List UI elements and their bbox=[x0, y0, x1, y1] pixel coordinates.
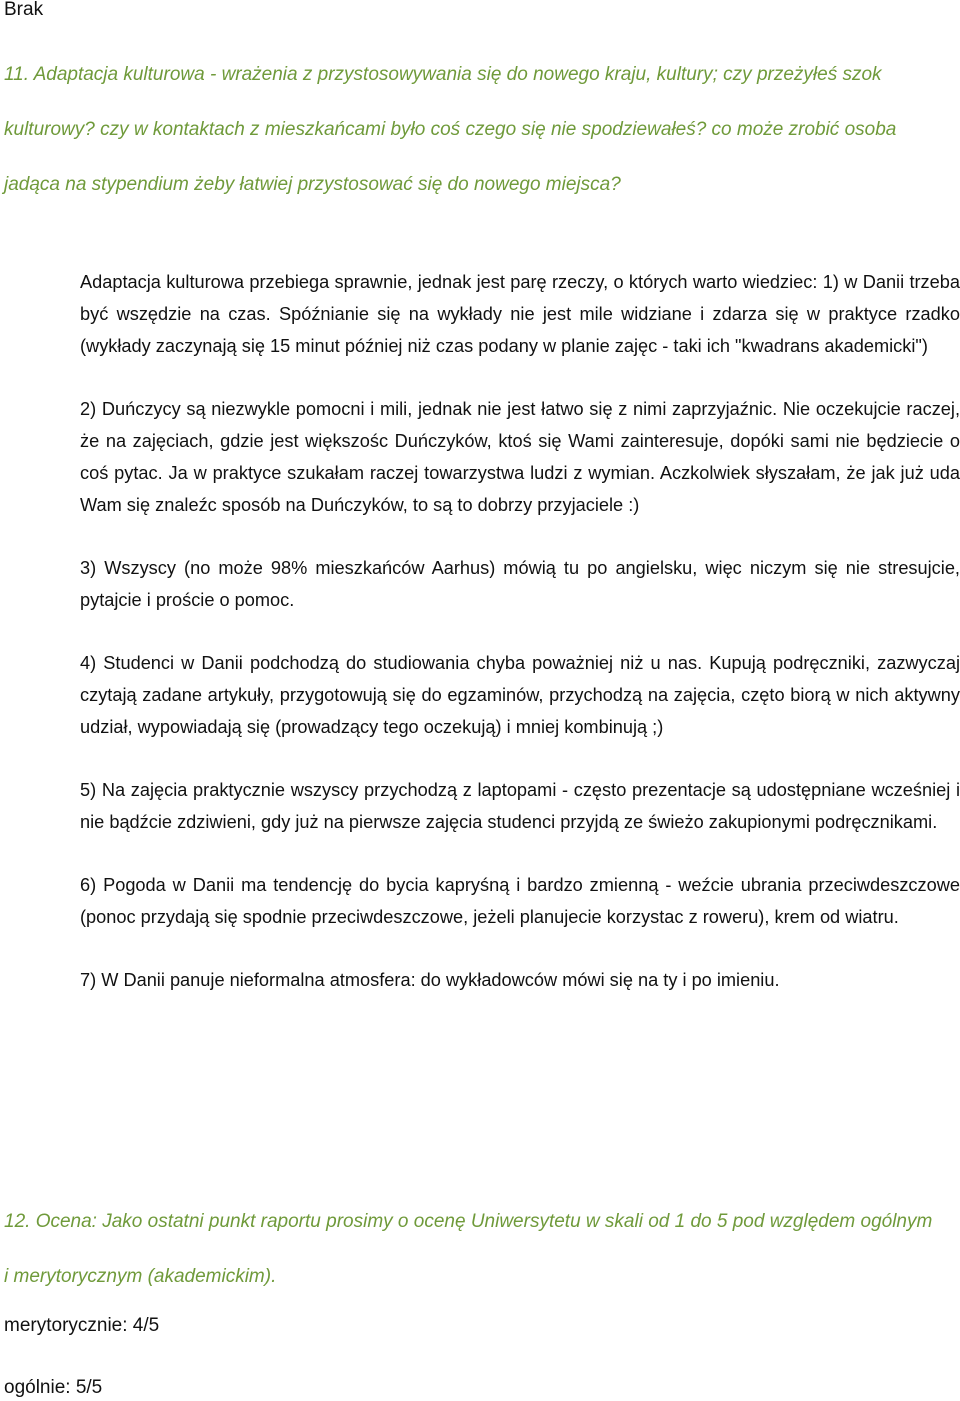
score-overall: ogólnie: 5/5 bbox=[4, 1377, 103, 1398]
question-11: 11. Adaptacja kulturowa - wrażenia z przystosowywania się do nowego kraju, kultury; czy przeżyłeś szok kulturowy? czy w kontaktach z mieszkańcami było coś czego się nie spodziewałeś? co może zrobić osoba jadąca na stypendium żeby łatwiej przystosować się do nowego miejsca? bbox=[4, 64, 897, 195]
answer-paragraph: 4) Studenci w Danii podchodzą do studiowania chyba poważniej niż u nas. Kupują podręczniki, zazwyczaj czytają zadane artykuły, przygotowują się do egzaminów, przychodzą na zajęcia, częto biorą w nich aktywny udział, wypowiadają się (prowadzący tego oczekują) i mniej kombinują ;) bbox=[80, 653, 960, 737]
answer-paragraph: Adaptacja kulturowa przebiega sprawnie, jednak jest parę rzeczy, o których warto wiedziec: 1) w Danii trzeba być wszędzie na czas. Spóźnianie się na wykłady nie jest mile widziane i zdarza się w praktyce rzadko (wykłady zaczynają się 15 minut później niż czas podany w planie zajęc - taki ich "kwadrans akademicki") bbox=[80, 272, 960, 356]
answer-paragraph: 7) W Danii panuje nieformalna atmosfera: do wykładowców mówi się na ty i po imieniu. bbox=[80, 970, 780, 990]
score-academic: merytorycznie: 4/5 bbox=[4, 1315, 160, 1336]
answer-paragraph: 6) Pogoda w Danii ma tendencję do bycia kapryśną i bardzo zmienną - weźcie ubrania przeciwdeszczowe (ponoc przydają się spodnie przeciwdeszczowe, jeżeli planujecie korzystac z roweru), krem od wiatru. bbox=[80, 875, 960, 927]
answer-paragraph: 2) Duńczycy są niezwykle pomocni i mili, jednak nie jest łatwo się z nimi zaprzyjaźnic. Nie oczekujcie raczej, że na zajęciach, gdzie jest większośc Duńczyków, ktoś się Wami zainteresuje, dopóki sami nie będziecie o coś pytac. Ja w praktyce szukałam raczej towarzystwa ludzi z wymian. Aczkolwiek słyszałam, że jak już uda Wam się znaleźc sposób na Duńczyków, to są to dobrzy przyjaciele :) bbox=[80, 399, 960, 515]
answer-11 bbox=[80, 266, 960, 1027]
question-12: 12. Ocena: Jako ostatni punkt raportu prosimy o ocenę Uniwersytetu w skali od 1 do 5 pod względem ogólnym i merytorycznym (akademickim). bbox=[4, 1211, 933, 1287]
answer-paragraph: 5) Na zajęcia praktycznie wszyscy przychodzą z laptopami - często prezentacje są udostępniane wcześniej i nie bądźcie zdziwieni, gdy już na pierwsze zajęcia studenci przyjdą ze świeżo zakupionymi podręcznikami. bbox=[80, 780, 960, 832]
previous-answer-text: Brak bbox=[4, 0, 44, 20]
answer-paragraph: 3) Wszyscy (no może 98% mieszkańców Aarhus) mówią tu po angielsku, więc niczym się nie stresujcie, pytajcie i proście o pomoc. bbox=[80, 558, 960, 610]
